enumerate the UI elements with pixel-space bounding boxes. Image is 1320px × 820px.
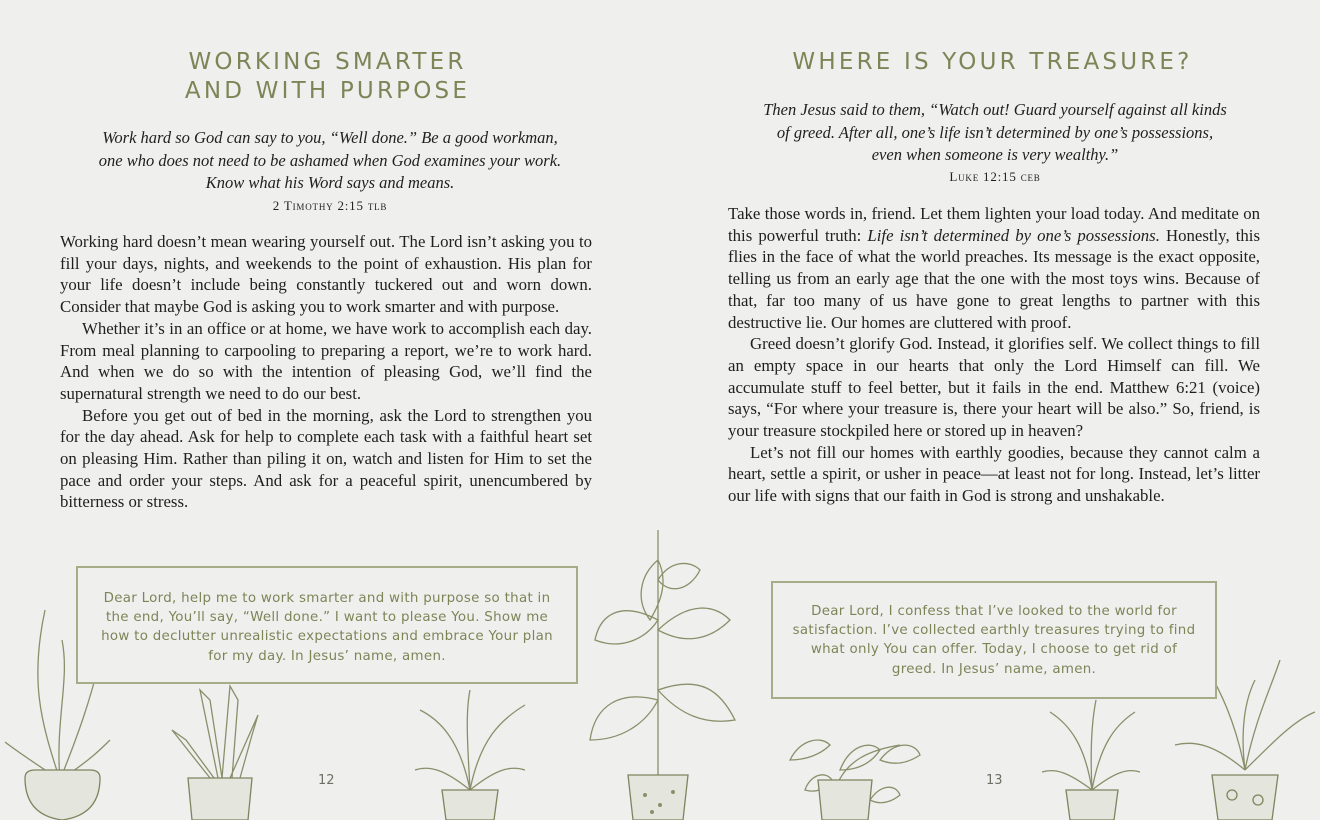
pothos-plant-icon [790, 740, 920, 820]
paragraph-text: Honestly, this flies in the face of what the world preaches. Its message is the exact opposite, telling us from an early age that the one with the most toys wins. Because of that, far too many of us have gone to great lengths to partner with this destructive lie. Our homes are cluttered with proof. [728, 225, 1260, 332]
scripture-verse: Work hard so God can say to you, “Well done.” Be a good workman, one who does not need to be ashamed when God examines your work. Know what his Word says and means. [98, 128, 562, 192]
title-line-2: AND WITH PURPOSE [184, 78, 471, 104]
emphasized-truth: Life isn’t determined by one’s possessions. [867, 225, 1160, 245]
body-paragraph: Before you get out of bed in the morning, ask the Lord to strengthen you for the day ahead. Ask for help to complete each task with a faithful heart set on pleasing Him. Rather than piling it on, watch and listen for Him to set the pace and order your steps. And ask for a peaceful spirit, unencumbered by bitterness or stress. [60, 405, 592, 512]
prayer-box: Dear Lord, I confess that I’ve looked to the world for satisfaction. I’ve collected earthly treasures trying to find what only You can offer. Today, I choose to get rid of greed. In Jesus’ name, amen. [771, 581, 1217, 699]
body-paragraph: Whether it’s in an office or at home, we have work to accomplish each day. From meal planning to carpooling to preparing a report, we’re to work hard. And when we do so with the intention of pleasing God, we’ll find the supernatural strength we need to do our best. [60, 318, 592, 403]
body-paragraph: Let’s not fill our homes with earthly goodies, because they cannot calm a heart, settle a spirit, or usher in peace—at least not for long. Instead, let’s litter our life with signs that our faith in God is strong and unshakable. [728, 442, 1260, 506]
scripture-reference: Luke 12:15 ceb [949, 169, 1041, 184]
body-paragraph: Working hard doesn’t mean wearing yourself out. The Lord isn’t asking you to fill your days, nights, and weekends to the point of exhaustion. His plan for your life doesn’t include being constantly tuckered out and worn down. Consider that maybe God is asking you to work smarter and with purpose. [60, 232, 592, 317]
scripture-reference: 2 Timothy 2:15 tlb [272, 198, 388, 213]
page-number: 13 [986, 773, 1003, 788]
plant-icon [590, 530, 735, 820]
body-paragraph: Greed doesn’t glorify God. Instead, it glorifies self. We collect things to fill an empty space in our hearts that only the Lord Himself can fill. We accumulate stuff to feel better, but it fails in the end. Matthew 6:21 (voice) says, “For where your treasure is, there your heart will be also.” So, friend, is your treasure stockpiled here or stored up in heaven? [728, 334, 1260, 441]
snake-plant-icon [172, 686, 258, 820]
prayer-box: Dear Lord, help me to work smarter and with purpose so that in the end, You’ll say, “Well done.” I want to please You. Show me how to declutter unrealistic expectations and embrace Your plan for my day. In Jesus’ name, amen. [76, 566, 578, 684]
plant-icon [415, 690, 525, 820]
title-line-1: WORKING SMARTER [188, 49, 467, 75]
paragraph-text: Take those words in, friend. Let them lighten your load today. And meditate on this powerful truth: [728, 204, 1260, 245]
plant-icon [1042, 700, 1140, 820]
scripture-verse: Then Jesus said to them, “Watch out! Guard yourself against all kinds of greed. After all, one’s life isn’t determined by one’s possessions, even when someone is very wealthy.” [763, 100, 1227, 164]
page-number: 12 [318, 773, 335, 788]
page-title: WHERE IS YOUR TREASURE? [792, 49, 1193, 75]
